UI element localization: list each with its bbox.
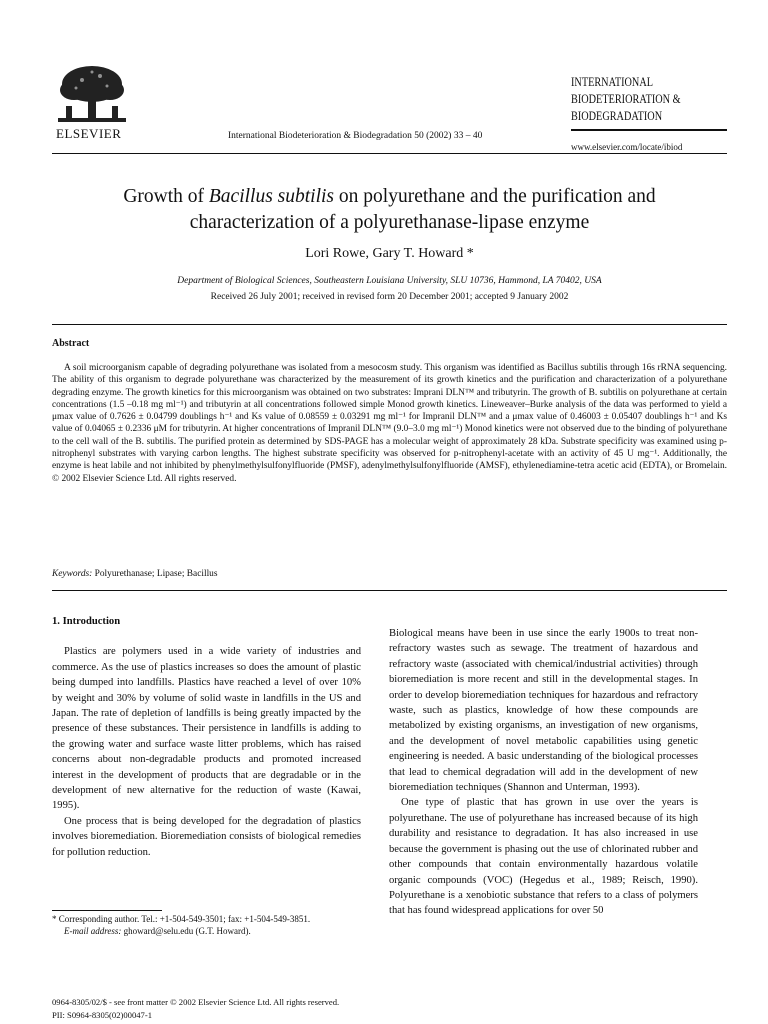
- abstract-divider-top: [52, 324, 727, 325]
- left-column: [52, 614, 361, 860]
- pii-line: PII: S0964-8305(02)00047-1: [52, 1010, 153, 1020]
- right-column: [389, 626, 698, 919]
- keywords: [52, 569, 218, 579]
- journal-url[interactable]: www.elsevier.com/locate/ibiod: [571, 142, 683, 152]
- journal-brand: [571, 74, 699, 125]
- page-footer: [52, 996, 339, 1022]
- paper-title: [52, 184, 727, 236]
- title-line-2: characterization of a polyurethanase-lipase enzyme: [189, 212, 590, 233]
- journal-citation: International Biodeterioration & Biodegradation 50 (2002) 33 – 40: [228, 131, 483, 141]
- publisher-name: ELSEVIER: [56, 126, 122, 141]
- copyright-line: 0964-8305/02/$ - see front matter © 2002 Elsevier Science Ltd. All rights reserved.: [52, 997, 340, 1007]
- abstract-body: A soil microorganism capable of degrading polyurethane was isolated from a mesocosm study. This organism was identified as Bacillus subtilis through 16s rRNA sequencing. The ability of this organism to degrade polyurethane was characterized by the measurement of its growth kinetics and the purification and characterization of a polyurethane degrading enzyme. The growth kinetics for this microorganism was obtained on two substrates: Imprani DLN™ and tributyrin. The growth of B. subtilis on polyurethane at certain concentrations (1.5 –0.18 mg ml⁻¹) and tributyrin at all concentrations followed simple Monod growth kinetics. Lineweaver–Burke analysis of the data was performed to yield a μmax value of 0.7626 ± 0.04799 doublings h⁻¹ and Ks value of 0.08559 ± 0.03291 mg ml⁻¹ for Impranil DLN™ and a μmax value of 0.46003 ± 0.05407 doublings h⁻¹ and Ks value of 0.04065 ± 0.2336 μM for tributyrin. At higher concentrations of Impranil DLN™ (9.0–3.0 mg ml⁻¹) Monod kinetics were not observed due to the binding of polyurethane to the cell wall of the B. subtilis. The purified protein as determined by SDS-PAGE has a molecular weight of approximately 28 kDa. Substrate specificity was examined using p-nitrophenyl substrates with varying carbon lengths. The highest substrate specificity was observed for p-nitrophenyl-acetate with an activity of 45 U mg⁻¹. Additionally, the enzyme is heat labile and not inhibited by phenylmethylsulfonylfluoride (PMSF), adenylmethylsulfonylfluoride (AMSF), ethylenediamine-tetra acetic acid (EDTA), or Bromelain. © 2002 Elsevier Science Ltd. All rights reserved.: [52, 363, 727, 484]
- header-divider: [52, 153, 727, 154]
- footnote: [52, 913, 361, 937]
- keywords-label: Keywords:: [52, 569, 93, 579]
- journal-brand-line: BIODEGRADATION: [571, 109, 663, 123]
- journal-brand-line: INTERNATIONAL: [571, 75, 653, 89]
- title-part: on polyurethane and the purification and: [334, 186, 656, 207]
- email-address[interactable]: ghoward@selu.edu (G.T. Howard).: [123, 926, 251, 936]
- corresponding-author: * Corresponding author. Tel.: +1-504-549-3501; fax: +1-504-549-3851.: [52, 914, 311, 924]
- title-part: Growth of: [123, 186, 209, 207]
- paragraph: Plastics are polymers used in a wide variety of industries and commerce. As the use of plastics increases so does the amount of plastic being dumped into landfills. Plastics have reached a level of over 10% by weight and 30% by volume of solid waste in landfills in the US and Japan. The rate of depletion of landfills is being greatly impacted by the presence of these substances. Their persistence in landfills is adding to the growing water and surface waste litter problems, which has raised concerns about non-degradable products and promoted increased interest in the development of products that are degradable or in the development of new alternative for the reduction of waste (Kawai, 1995).: [52, 646, 361, 812]
- elsevier-tree-logo: [52, 62, 132, 128]
- title-species: Bacillus subtilis: [208, 186, 335, 207]
- received-dates: Received 26 July 2001; received in revised form 20 December 2001; accepted 9 January 2002: [210, 292, 569, 302]
- authors: Lori Rowe, Gary T. Howard *: [305, 246, 474, 261]
- paragraph: Biological means have been in use since the early 1900s to treat non-refractory wastes such as sewage. The treatment of hazardous and refractory waste (associated with chemical/industrial activities) through bioremediation is more recent and still in the developmental stages. In order to develop bioremediation techniques for hazardous and refractory waste, such as plastics, knowledge of how these compounds are metabolized by existing organisms, an investigation of new organisms, and the development of novel metabolic capabilities using genetic engineering is needed. A basic understanding of the biological processes that lead to chemical degradation will add in the development of new bioremediation techniques (Shannon and Unterman, 1993).: [389, 628, 698, 794]
- journal-brand-line: BIODETERIORATION &: [571, 92, 681, 106]
- section-heading: 1. Introduction: [52, 616, 121, 627]
- email-label: E-mail address:: [64, 926, 122, 936]
- affiliation: Department of Biological Sciences, Southeastern Louisiana University, SLU 10736, Hammond, LA 70402, USA: [177, 276, 602, 286]
- abstract-heading: Abstract: [52, 338, 90, 349]
- footnote-divider: [52, 910, 162, 911]
- keywords-value: Polyurethanase; Lipase; Bacillus: [94, 569, 218, 579]
- paragraph: One type of plastic that has grown in use over the years is polyurethane. The use of polyurethane has increased because of its high durability and resistance to degradation. It has also increased in use because the government is phasing out the use of chlorinated rubber and other compounds that contain environmentally hazardous volatile organic compounds (VOC) (Hegedus et al., 1989; Reisch, 1990). Polyurethane is a xenobiotic substance that refers to a class of polymers that has found widespread applications for over 50: [389, 797, 698, 917]
- brand-divider: [571, 129, 727, 131]
- paragraph: One process that is being developed for the degradation of plastics involves bioremediation. Bioremediation consists of biological remedies for pollution reduction.: [52, 815, 361, 858]
- abstract-divider-bottom: [52, 590, 727, 591]
